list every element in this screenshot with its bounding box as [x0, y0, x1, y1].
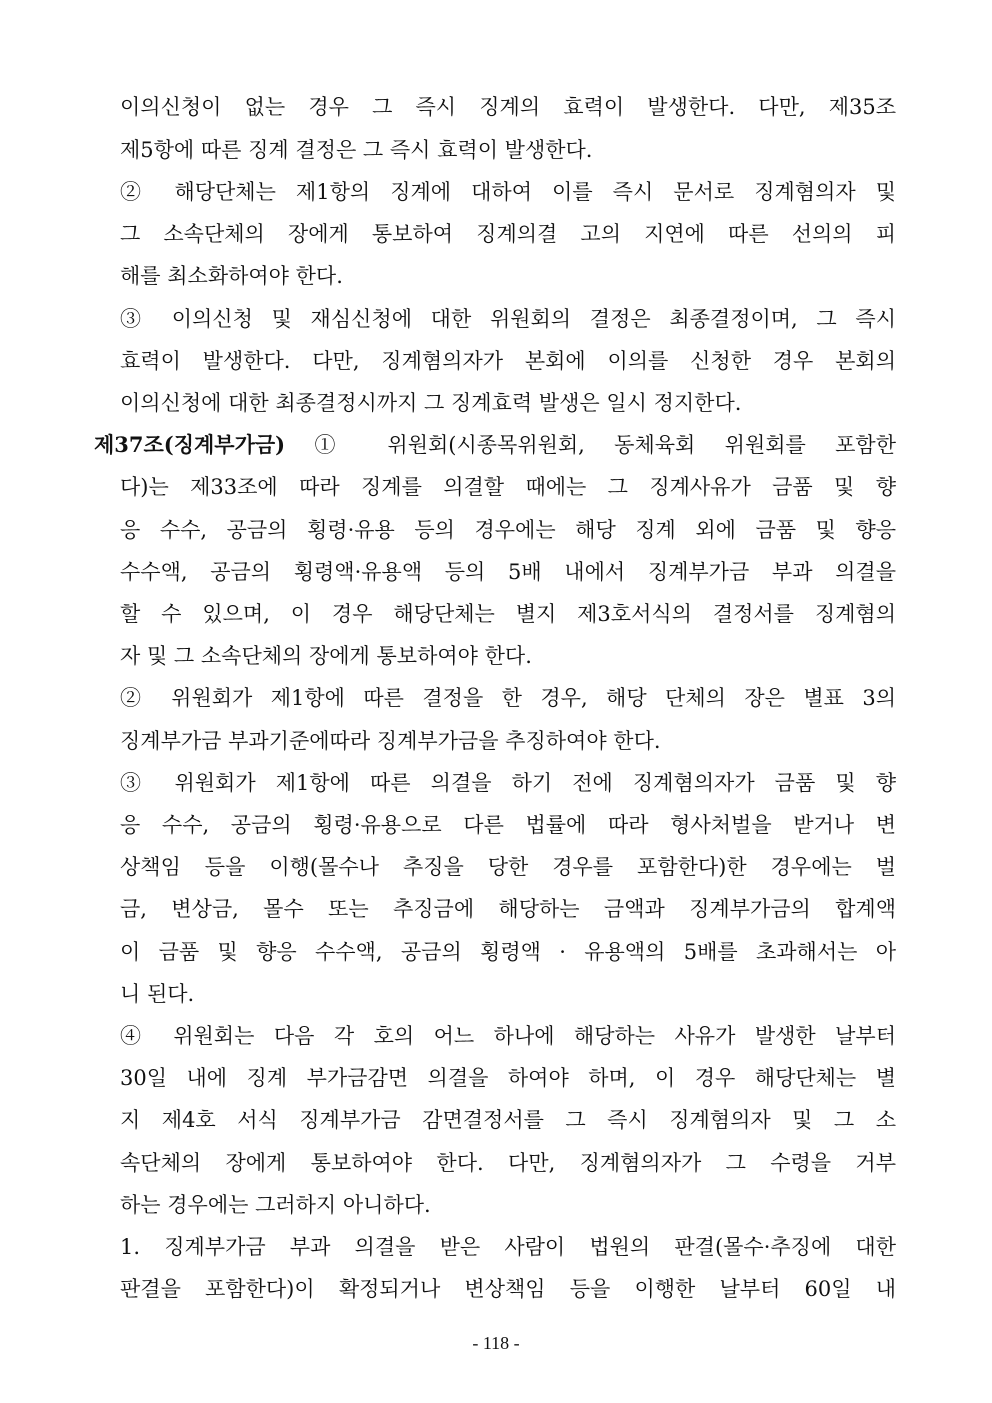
- article-heading: 제37조(징계부가금): [94, 432, 286, 457]
- text-line: 금, 변상금, 몰수 또는 추징금에 해당하는 금액과 징계부가금의 합계액: [120, 897, 896, 921]
- text-line: 그 소속단체의 장에게 통보하여 징계의결 고의 지연에 따른 선의의 피: [120, 222, 896, 246]
- text-line: 이의신청이 없는 경우 그 즉시 징계의 효력이 발생한다. 다만, 제35조: [120, 95, 896, 119]
- text-line: ② 위원회가 제1항에 따른 결정을 한 경우, 해당 단체의 장은 별표 3의: [120, 686, 896, 710]
- text-line: ② 해당단체는 제1항의 징계에 대하여 이를 즉시 문서로 징계혐의자 및: [120, 180, 896, 204]
- text-line: 할 수 있으며, 이 경우 해당단체는 별지 제3호서식의 결정서를 징계혐의: [120, 602, 896, 626]
- text-line: 효력이 발생한다. 다만, 징계혐의자가 본회에 이의를 신청한 경우 본회의: [120, 349, 896, 373]
- text-line: ④ 위원회는 다음 각 호의 어느 하나에 해당하는 사유가 발생한 날부터: [120, 1024, 896, 1048]
- text-line: 징계부가금 부과기준에따라 징계부가금을 추징하여야 한다.: [120, 729, 661, 753]
- text-line: ③ 이의신청 및 재심신청에 대한 위원회의 결정은 최종결정이며, 그 즉시: [120, 307, 896, 331]
- article-heading-line: [94, 425, 896, 465]
- text-line: 니 된다.: [120, 982, 195, 1006]
- text-line: 제5항에 따른 징계 결정은 그 즉시 효력이 발생한다.: [120, 138, 593, 162]
- text-line: 해를 최소화하여야 한다.: [120, 264, 343, 288]
- text-line: 판결을 포함한다)이 확정되거나 변상책임 등을 이행한 날부터 60일 내: [120, 1277, 896, 1301]
- text-line: 하는 경우에는 그러하지 아니하다.: [120, 1193, 431, 1217]
- text-line: 지 제4호 서식 징계부가금 감면결정서를 그 즉시 징계혐의자 및 그 소: [120, 1108, 896, 1132]
- text-line: 이 금품 및 향응 수수액, 공금의 횡령액 · 유용액의 5배를 초과해서는 아: [120, 940, 897, 964]
- text-line: 상책임 등을 이행(몰수나 추징을 당한 경우를 포함한다)한 경우에는 벌: [120, 855, 896, 879]
- text-line: 응 수수, 공금의 횡령·유용으로 다른 법률에 따라 형사처벌을 받거나 변: [120, 813, 896, 837]
- text-line: ① 위원회(시종목위원회, 동체육회 위원회를 포함한: [314, 433, 896, 457]
- text-line: 30일 내에 징계 부가금감면 의결을 하여야 하며, 이 경우 해당단체는 별: [120, 1066, 896, 1090]
- text-line: 다)는 제33조에 따라 징계를 의결할 때에는 그 징계사유가 금품 및 향: [120, 475, 896, 499]
- text-line: 이의신청에 대한 최종결정시까지 그 징계효력 발생은 일시 정지한다.: [120, 391, 742, 415]
- text-line: ③ 위원회가 제1항에 따른 의결을 하기 전에 징계혐의자가 금품 및 향: [120, 771, 896, 795]
- text-line: 응 수수, 공금의 횡령·유용 등의 경우에는 해당 징계 외에 금품 및 향응: [120, 518, 896, 542]
- text-line: 1. 징계부가금 부과 의결을 받은 사람이 법원의 판결(몰수·추징에 대한: [120, 1235, 896, 1259]
- text-line: 자 및 그 소속단체의 장에게 통보하여야 한다.: [120, 644, 532, 668]
- page-number: - 118 -: [472, 1333, 520, 1353]
- text-line: 속단체의 장에게 통보하여야 한다. 다만, 징계혐의자가 그 수령을 거부: [120, 1151, 896, 1175]
- text-line: 수수액, 공금의 횡령액·유용액 등의 5배 내에서 징계부가금 부과 의결을: [120, 560, 896, 584]
